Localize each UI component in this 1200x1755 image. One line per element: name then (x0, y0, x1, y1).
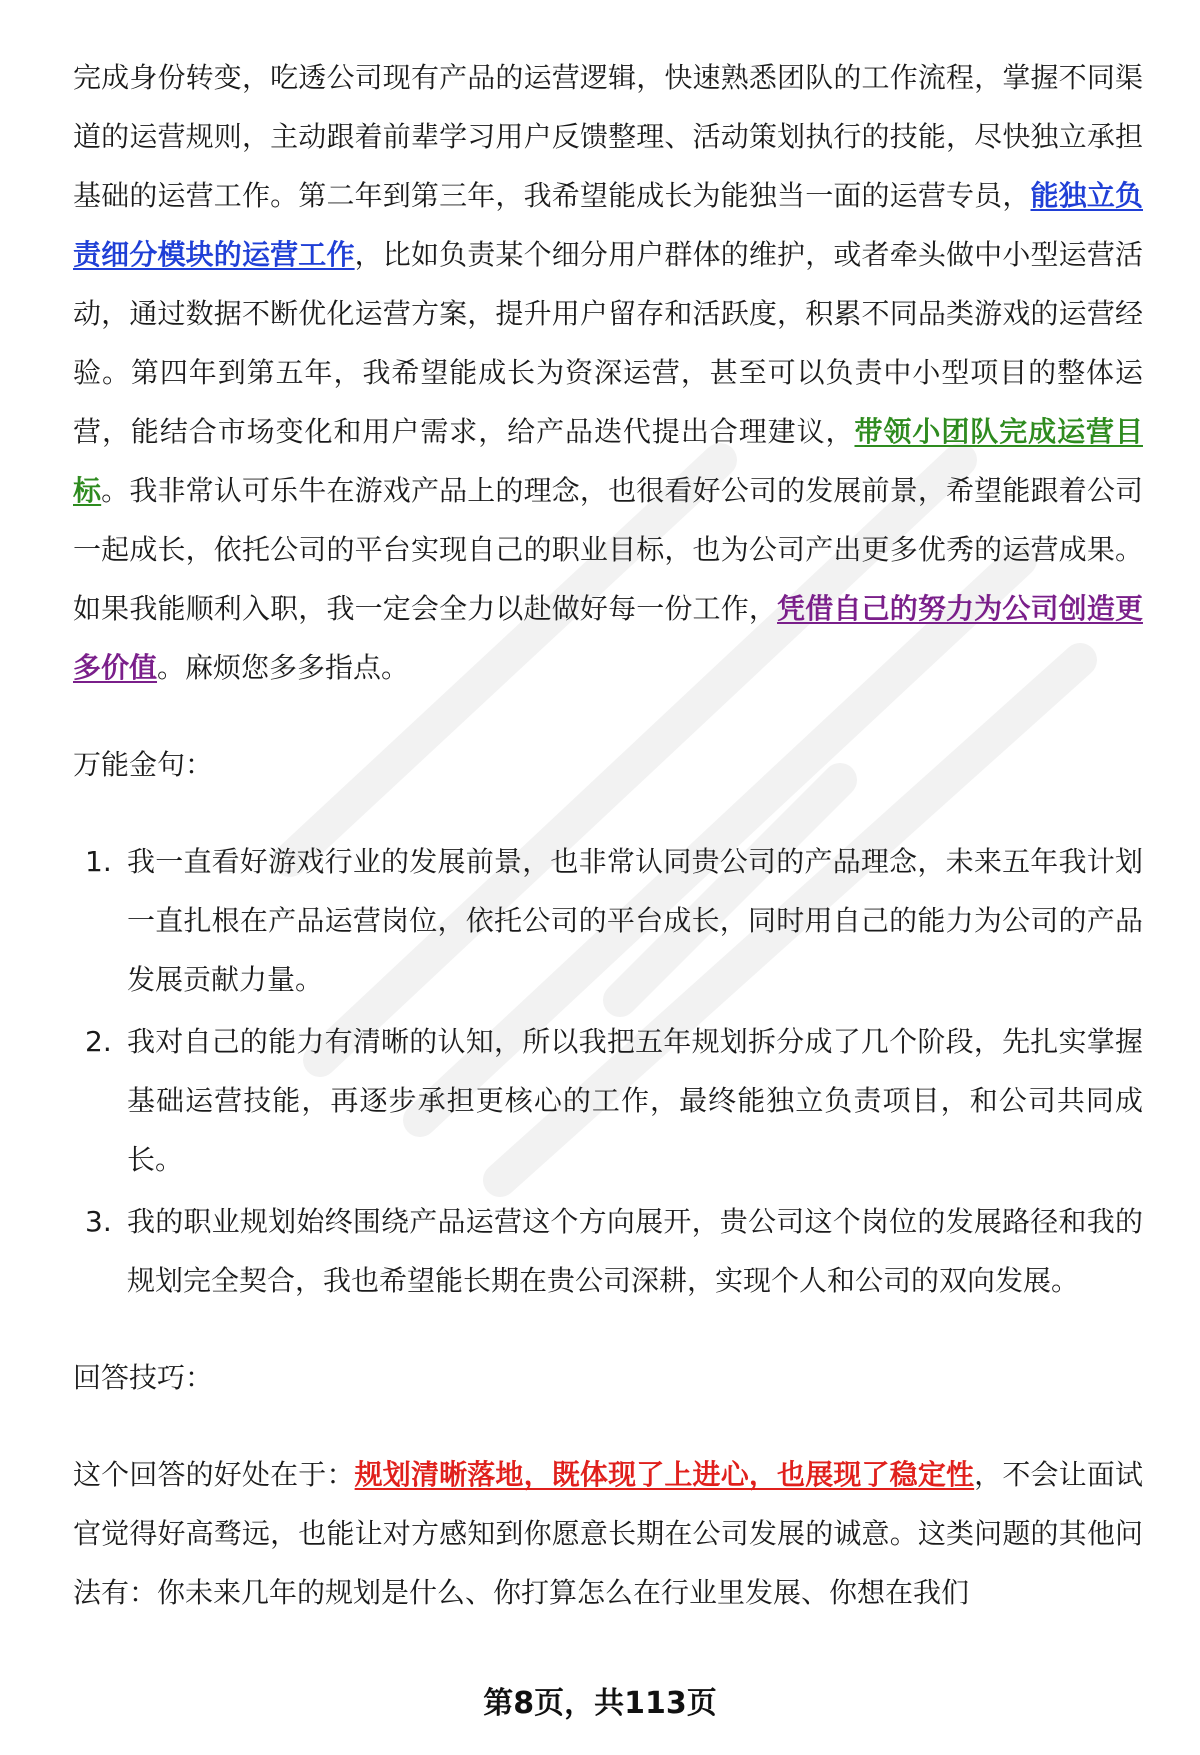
document-page (73, 48, 1143, 1622)
list-item (73, 1012, 1143, 1189)
highlight-clear-plan: 规划清晰落地，既体现了上进心，也展现了稳定性 (354, 1458, 975, 1491)
list-item (73, 1192, 1143, 1310)
text-segment: 。我非常认可乐牛在游戏产品上的理念，也很看好公司的发展前景，希望能跟着公司一起成长，依托公司的平台实现自己的职业目标，也为公司产出更多优秀的运营成果。如果我能顺利入职，我一定会全力以赴做好每一份工作， (73, 474, 1143, 625)
list-item-text: 我一直看好游戏行业的发展前景，也非常认同贵公司的产品理念，未来五年我计划一直扎根在产品运营岗位，依托公司的平台成长，同时用自己的能力为公司的产品发展贡献力量。 (127, 845, 1143, 996)
list-item-text: 我的职业规划始终围绕产品运营这个方向展开，贵公司这个岗位的发展路径和我的规划完全契合，我也希望能长期在贵公司深耕，实现个人和公司的双向发展。 (127, 1205, 1143, 1297)
highlight-independent-module: 能独立负责细分模块的运营工作 (73, 179, 1143, 271)
golden-sentence-list (73, 832, 1143, 1310)
text-segment: 。麻烦您多多指点。 (157, 651, 410, 684)
list-number: 2. (85, 1025, 112, 1058)
text-segment: ，不会让面试官觉得好高骛远，也能让对方感知到你愿意长期在公司发展的诚意。这类问题的其他问法有：你未来几年的规划是什么、你打算怎么在行业里发展、你想在我们 (73, 1458, 1143, 1609)
intro-paragraph (73, 48, 1143, 697)
list-number: 3. (85, 1205, 112, 1238)
heading-golden-sentences: 万能金句： (73, 748, 214, 781)
text-segment: ，比如负责某个细分用户群体的维护，或者牵头做中小型运营活动，通过数据不断优化运营方案，提升用户留存和活跃度，积累不同品类游戏的运营经验。第四年到第五年，我希望能成长为资深运营，甚至可以负责中小型项目的整体运营，能结合市场变化和用户需求，给产品迭代提出合理建议， (73, 238, 1143, 448)
text-segment: 完成身份转变，吃透公司现有产品的运营逻辑，快速熟悉团队的工作流程，掌握不同渠道的运营规则，主动跟着前辈学习用户反馈整理、活动策划执行的技能，尽快独立承担基础的运营工作。第二年到第三年，我希望能成长为能独当一面的运营专员， (73, 61, 1143, 212)
text-segment: 这个回答的好处在于： (73, 1458, 355, 1491)
list-item-text: 我对自己的能力有清晰的认知，所以我把五年规划拆分成了几个阶段，先扎实掌握基础运营技能，再逐步承担更核心的工作，最终能独立负责项目，和公司共同成长。 (127, 1025, 1143, 1176)
page-footer: 第8页，共113页 (483, 1686, 717, 1721)
list-item (73, 832, 1143, 1009)
highlight-create-value: 凭借自己的努力为公司创造更多价值 (73, 592, 1143, 684)
heading-answer-tips: 回答技巧： (73, 1361, 214, 1394)
list-number: 1. (85, 845, 112, 878)
tips-paragraph (73, 1445, 1143, 1622)
highlight-lead-team: 带领小团队完成运营目标 (73, 415, 1143, 507)
